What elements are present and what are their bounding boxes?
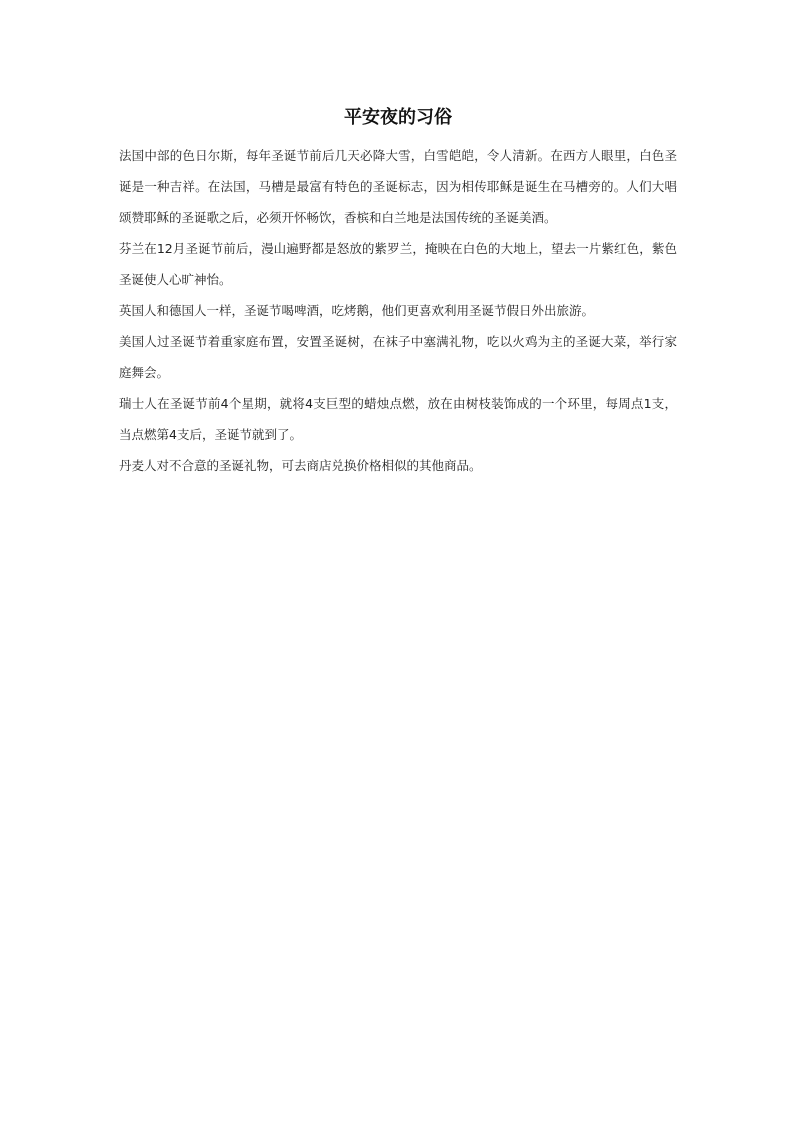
page-title: 平安夜的习俗 (344, 107, 452, 128)
paragraph-denmark: 丹麦人对不合意的圣诞礼物，可去商店兑换价格相似的其他商品。 (119, 458, 482, 473)
paragraph-usa: 美国人过圣诞节着重家庭布置，安置圣诞树，在袜子中塞满礼物，吃以火鸡为主的圣诞大菜，举行家庭舞会。 (119, 334, 677, 380)
document-body (119, 104, 677, 481)
paragraph-uk-germany: 英国人和德国人一样，圣诞节喝啤酒，吃烤鹅，他们更喜欢利用圣诞节假日外出旅游。 (119, 303, 595, 318)
paragraph-finland: 芬兰在12月圣诞节前后，漫山遍野都是怒放的紫罗兰，掩映在白色的大地上，望去一片紫红色，紫色圣诞使人心旷神怡。 (119, 241, 677, 287)
paragraph-switzerland: 瑞士人在圣诞节前4个星期，就将4支巨型的蜡烛点燃，放在由树枝装饰成的一个环里，每周点1支，当点燃第4支后，圣诞节就到了。 (119, 396, 677, 442)
paragraph-france: 法国中部的色日尔斯，每年圣诞节前后几天必降大雪，白雪皑皑，令人清新。在西方人眼里，白色圣诞是一种吉祥。在法国，马槽是最富有特色的圣诞标志，因为相传耶稣是诞生在马槽旁的。人们大唱颂赞耶稣的圣诞歌之后，必须开怀畅饮，香槟和白兰地是法国传统的圣诞美酒。 (119, 148, 677, 225)
